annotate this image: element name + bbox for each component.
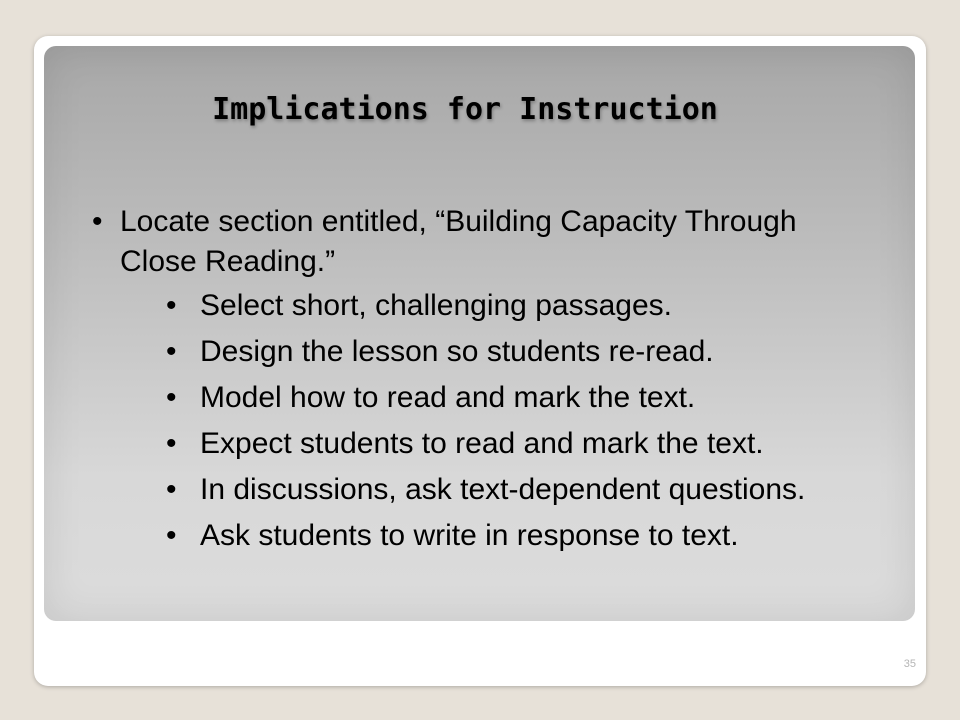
sub-bullet-list [120, 286, 852, 556]
list-item-main [92, 202, 852, 556]
list-item: • Select short, challenging passages. [120, 286, 852, 326]
page-number: 35 [903, 658, 916, 670]
bullet-list [92, 202, 852, 556]
bullet-main-text: Locate section entitled, “Building Capacity Through Close Reading.” [120, 205, 797, 278]
list-item: • Expect students to read and mark the text. [120, 424, 852, 464]
slide-title: Implications for Instruction [212, 92, 718, 127]
list-item: • Ask students to write in response to text. [120, 516, 852, 556]
list-item: • Design the lesson so students re-read. [120, 332, 852, 372]
list-item: • Model how to read and mark the text. [120, 378, 852, 418]
slide-content [92, 202, 852, 562]
list-item: • In discussions, ask text-dependent questions. [120, 470, 852, 510]
